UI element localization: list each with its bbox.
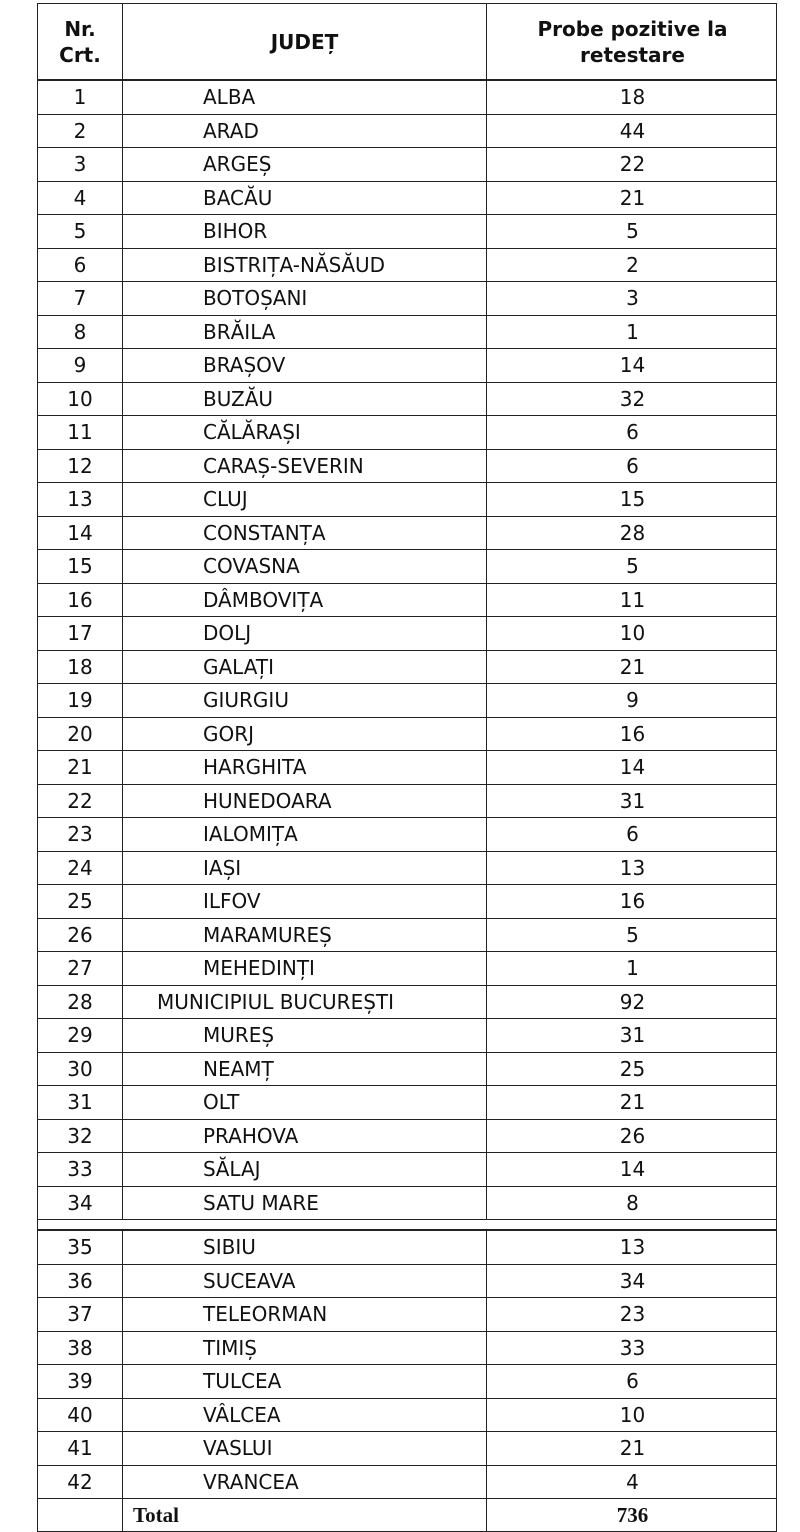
county-name: CLUJ bbox=[122, 483, 486, 516]
county-name: GORJ bbox=[122, 718, 486, 751]
positive-count: 92 bbox=[486, 986, 778, 1019]
table-row bbox=[38, 281, 776, 315]
table-row bbox=[38, 1364, 776, 1398]
row-number: 30 bbox=[67, 1056, 93, 1081]
county-name: MUREȘ bbox=[122, 1019, 486, 1052]
positive-count: 21 bbox=[486, 1432, 778, 1465]
county-name: MUNICIPIUL BUCUREȘTI bbox=[122, 986, 486, 1019]
positive-count: 5 bbox=[486, 550, 778, 583]
county-name: BISTRIȚA-NĂSĂUD bbox=[122, 249, 486, 282]
row-number: 26 bbox=[67, 922, 93, 947]
positive-count: 5 bbox=[486, 919, 778, 952]
page-break-gap bbox=[37, 1219, 777, 1229]
table-row bbox=[38, 1152, 776, 1186]
header-probe bbox=[486, 4, 778, 79]
county-name: HUNEDOARA bbox=[122, 785, 486, 818]
county-name: BIHOR bbox=[122, 215, 486, 248]
county-name: ARAD bbox=[122, 115, 486, 148]
row-number: 31 bbox=[67, 1090, 93, 1115]
positive-count: 1 bbox=[486, 952, 778, 985]
county-name: TULCEA bbox=[122, 1365, 486, 1398]
positive-count: 13 bbox=[486, 852, 778, 885]
positive-count: 31 bbox=[486, 1019, 778, 1052]
positive-count: 6 bbox=[486, 1365, 778, 1398]
county-name: SATU MARE bbox=[122, 1187, 486, 1220]
county-name: VÂLCEA bbox=[122, 1399, 486, 1432]
row-number: 35 bbox=[67, 1235, 93, 1260]
table-row bbox=[38, 415, 776, 449]
positive-count: 13 bbox=[486, 1231, 778, 1264]
positive-count: 2 bbox=[486, 249, 778, 282]
table-row bbox=[38, 1264, 776, 1298]
row-number: 14 bbox=[67, 520, 93, 545]
positive-count: 44 bbox=[486, 115, 778, 148]
row-number: 38 bbox=[67, 1335, 93, 1360]
positive-count: 16 bbox=[486, 885, 778, 918]
header-nr-line1: Nr. bbox=[64, 16, 96, 41]
row-number: 10 bbox=[67, 386, 93, 411]
county-name: NEAMȚ bbox=[122, 1053, 486, 1086]
positive-count: 9 bbox=[486, 684, 778, 717]
table-body-part2 bbox=[37, 1229, 777, 1498]
positive-count: 6 bbox=[486, 818, 778, 851]
table-row bbox=[38, 482, 776, 516]
table-row bbox=[38, 951, 776, 985]
positive-count: 23 bbox=[486, 1298, 778, 1331]
county-name: SĂLAJ bbox=[122, 1153, 486, 1186]
row-number: 37 bbox=[67, 1302, 93, 1327]
positive-count: 4 bbox=[486, 1466, 778, 1499]
row-number: 24 bbox=[67, 855, 93, 880]
positive-count: 22 bbox=[486, 148, 778, 181]
row-number: 13 bbox=[67, 487, 93, 512]
table-row bbox=[38, 214, 776, 248]
table-row bbox=[38, 985, 776, 1019]
header-probe-line1: Probe pozitive la bbox=[537, 16, 728, 41]
county-name: IAȘI bbox=[122, 852, 486, 885]
county-name: BOTOȘANI bbox=[122, 282, 486, 315]
row-number: 4 bbox=[73, 185, 87, 210]
table-row bbox=[38, 717, 776, 751]
table-row bbox=[38, 549, 776, 583]
row-number: 11 bbox=[67, 420, 93, 445]
county-name: HARGHITA bbox=[122, 751, 486, 784]
county-name: PRAHOVA bbox=[122, 1120, 486, 1153]
positive-count: 25 bbox=[486, 1053, 778, 1086]
county-name: GALAȚI bbox=[122, 651, 486, 684]
county-name: IALOMIȚA bbox=[122, 818, 486, 851]
county-name: DOLJ bbox=[122, 617, 486, 650]
positive-count: 10 bbox=[486, 617, 778, 650]
row-number: 21 bbox=[67, 755, 93, 780]
row-number: 42 bbox=[67, 1469, 93, 1494]
row-number: 25 bbox=[67, 889, 93, 914]
positive-count: 5 bbox=[486, 215, 778, 248]
table-row bbox=[38, 884, 776, 918]
positive-count: 1 bbox=[486, 316, 778, 349]
table-row bbox=[38, 1297, 776, 1331]
county-name: SUCEAVA bbox=[122, 1265, 486, 1298]
county-name: TIMIȘ bbox=[122, 1332, 486, 1365]
county-name: ILFOV bbox=[122, 885, 486, 918]
table-row bbox=[38, 348, 776, 382]
positive-count: 6 bbox=[486, 416, 778, 449]
positive-count: 11 bbox=[486, 584, 778, 617]
county-name: CONSTANȚA bbox=[122, 517, 486, 550]
positive-count: 14 bbox=[486, 1153, 778, 1186]
table-row bbox=[38, 1186, 776, 1220]
row-number: 41 bbox=[67, 1436, 93, 1461]
table-row bbox=[38, 1052, 776, 1086]
table-row bbox=[38, 851, 776, 885]
table-row bbox=[38, 817, 776, 851]
row-number: 17 bbox=[67, 621, 93, 646]
row-number: 27 bbox=[67, 956, 93, 981]
positive-count: 16 bbox=[486, 718, 778, 751]
positive-count: 21 bbox=[486, 1086, 778, 1119]
row-number: 19 bbox=[67, 688, 93, 713]
table-row bbox=[38, 616, 776, 650]
row-number: 32 bbox=[67, 1123, 93, 1148]
table-row bbox=[38, 147, 776, 181]
county-name: MARAMUREȘ bbox=[122, 919, 486, 952]
positive-count: 3 bbox=[486, 282, 778, 315]
table-row bbox=[38, 1119, 776, 1153]
row-number: 12 bbox=[67, 453, 93, 478]
row-number: 6 bbox=[73, 252, 87, 277]
row-number: 23 bbox=[67, 822, 93, 847]
table-row bbox=[38, 1431, 776, 1465]
positive-count: 15 bbox=[486, 483, 778, 516]
row-number: 20 bbox=[67, 721, 93, 746]
table-row bbox=[38, 382, 776, 416]
row-number: 16 bbox=[67, 587, 93, 612]
row-number: 22 bbox=[67, 788, 93, 813]
row-number: 8 bbox=[73, 319, 87, 344]
county-name: BACĂU bbox=[122, 182, 486, 215]
table-body-part1 bbox=[37, 79, 777, 1219]
row-number: 2 bbox=[73, 118, 87, 143]
county-table bbox=[37, 3, 777, 1532]
row-number: 5 bbox=[73, 219, 87, 244]
county-name: GIURGIU bbox=[122, 684, 486, 717]
positive-count: 31 bbox=[486, 785, 778, 818]
table-row bbox=[38, 315, 776, 349]
row-number: 9 bbox=[73, 353, 87, 378]
table-header bbox=[37, 3, 777, 79]
table-row bbox=[38, 650, 776, 684]
table-row bbox=[38, 1331, 776, 1365]
county-name: BRAȘOV bbox=[122, 349, 486, 382]
county-name: MEHEDINȚI bbox=[122, 952, 486, 985]
positive-count: 21 bbox=[486, 651, 778, 684]
table-row bbox=[38, 918, 776, 952]
row-number: 28 bbox=[67, 989, 93, 1014]
table-row bbox=[38, 750, 776, 784]
positive-count: 32 bbox=[486, 383, 778, 416]
total-row bbox=[37, 1498, 777, 1532]
county-name: VASLUI bbox=[122, 1432, 486, 1465]
table-row bbox=[38, 1018, 776, 1052]
table-row bbox=[38, 583, 776, 617]
county-name: DÂMBOVIȚA bbox=[122, 584, 486, 617]
positive-count: 14 bbox=[486, 751, 778, 784]
total-value: 736 bbox=[486, 1499, 778, 1531]
table-row bbox=[38, 248, 776, 282]
table-row bbox=[38, 181, 776, 215]
table-row bbox=[38, 80, 776, 114]
county-name: SIBIU bbox=[122, 1231, 486, 1264]
positive-count: 14 bbox=[486, 349, 778, 382]
county-name: TELEORMAN bbox=[122, 1298, 486, 1331]
county-name: BRĂILA bbox=[122, 316, 486, 349]
row-number: 3 bbox=[73, 152, 87, 177]
positive-count: 18 bbox=[486, 81, 778, 114]
header-probe-line2: retestare bbox=[580, 42, 685, 67]
county-name: OLT bbox=[122, 1086, 486, 1119]
table-row bbox=[38, 1085, 776, 1119]
county-name: COVASNA bbox=[122, 550, 486, 583]
header-nr-line2: Crt. bbox=[59, 42, 101, 67]
header-judet: JUDEȚ bbox=[122, 4, 486, 79]
positive-count: 26 bbox=[486, 1120, 778, 1153]
positive-count: 34 bbox=[486, 1265, 778, 1298]
row-number: 40 bbox=[67, 1402, 93, 1427]
row-number: 15 bbox=[67, 554, 93, 579]
table-row bbox=[38, 784, 776, 818]
table-row bbox=[38, 516, 776, 550]
county-name: ARGEȘ bbox=[122, 148, 486, 181]
table-row bbox=[38, 1465, 776, 1499]
row-number: 29 bbox=[67, 1023, 93, 1048]
table-row bbox=[38, 1398, 776, 1432]
row-number: 36 bbox=[67, 1268, 93, 1293]
total-nr-cell bbox=[38, 1499, 122, 1531]
positive-count: 10 bbox=[486, 1399, 778, 1432]
table-row bbox=[38, 683, 776, 717]
total-label: Total bbox=[122, 1499, 486, 1531]
header-nr bbox=[38, 4, 122, 79]
county-name: CĂLĂRAȘI bbox=[122, 416, 486, 449]
positive-count: 33 bbox=[486, 1332, 778, 1365]
row-number: 39 bbox=[67, 1369, 93, 1394]
county-name: CARAȘ-SEVERIN bbox=[122, 450, 486, 483]
row-number: 18 bbox=[67, 654, 93, 679]
table-row bbox=[38, 1230, 776, 1264]
county-name: VRANCEA bbox=[122, 1466, 486, 1499]
positive-count: 28 bbox=[486, 517, 778, 550]
positive-count: 6 bbox=[486, 450, 778, 483]
row-number: 7 bbox=[73, 286, 87, 311]
table-row bbox=[38, 449, 776, 483]
row-number: 34 bbox=[67, 1190, 93, 1215]
row-number: 1 bbox=[73, 85, 87, 110]
row-number: 33 bbox=[67, 1157, 93, 1182]
positive-count: 21 bbox=[486, 182, 778, 215]
table-row bbox=[38, 114, 776, 148]
county-name: BUZĂU bbox=[122, 383, 486, 416]
county-name: ALBA bbox=[122, 81, 486, 114]
positive-count: 8 bbox=[486, 1187, 778, 1220]
